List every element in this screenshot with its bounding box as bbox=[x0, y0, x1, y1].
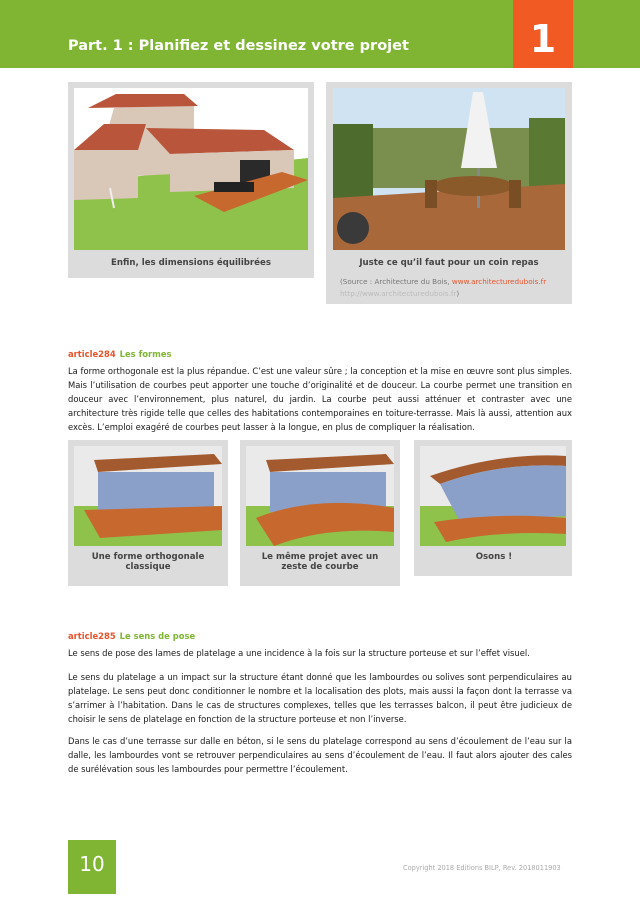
article-number: article284 bbox=[68, 349, 116, 359]
article-paragraph: Le sens de pose des lames de platelage a une incidence à la fois sur la structure porteuse et sur l’effet visuel. bbox=[68, 648, 530, 658]
orthogonal-deck-image bbox=[74, 446, 222, 546]
photo-caption: Une forme orthogonale classique bbox=[91, 552, 205, 572]
photo-card-dining bbox=[326, 82, 572, 304]
source-suffix: ) bbox=[456, 289, 460, 298]
header-title: Part. 1 : Planifiez et dessinez votre projet bbox=[68, 38, 409, 54]
photo-caption: Juste ce qu’il faut pour un coin repas bbox=[359, 258, 539, 268]
page-number: 10 bbox=[68, 840, 116, 894]
copyright-notice: Copyright 2018 Editions BILP, Rev. 2018011903 bbox=[403, 864, 561, 872]
source-link[interactable]: www.architecturedubois.fr bbox=[451, 277, 547, 286]
photo-caption: Le même projet avec un zeste de courbe bbox=[261, 552, 379, 572]
article-title: Les formes bbox=[119, 349, 172, 359]
photo-caption: Osons ! bbox=[475, 552, 513, 562]
article-paragraph: Dans le cas d’une terrasse sur dalle en béton, si le sens du platelage correspond au sens d’écoulement de l’eau sur la dalle, les lambourdes vont se retrouver perpendiculaires au sens d’écoulement de l’eau. Il faut alors ajouter des cales de surélévation sous les lambourdes pour permettre l’écoulement. bbox=[68, 736, 572, 774]
source-prefix: (Source : Architecture du Bois, bbox=[340, 277, 452, 286]
article-paragraph: Le sens du platelage a un impact sur la structure étant donné que les lambourdes ou solives sont perpendiculaires au platelage. Le sens peut donc conditionner le nombre et la localisation des plots, mais aussi la façon dont la terrasse va s’arrimer à l’habitation. Dans le cas de structures complexes, telles que les terrasses balcon, il peut être judicieux de choisir le sens de platelage en fonction de la structure porteuse et non l’inverse. bbox=[68, 672, 572, 724]
chapter-number-box: 1 bbox=[513, 0, 573, 68]
article-number: article285 bbox=[68, 631, 116, 641]
photo-source bbox=[340, 276, 566, 300]
article-heading bbox=[68, 631, 195, 641]
house-render-image bbox=[74, 88, 308, 250]
article-heading bbox=[68, 349, 172, 359]
curved-deck-image bbox=[246, 446, 394, 546]
bold-deck-image bbox=[420, 446, 566, 546]
article-paragraph: La forme orthogonale est la plus répandue. C’est une valeur sûre ; la conception et la mise en œuvre sont plus simples. Mais l’utilisation de courbes peut apporter une touche d’originalité et de douceur. La courbe permet une transition en douceur avec l’environnement, plus naturel, du jardin. La courbe peut aussi atténuer et contraster avec une architecture très rigide telle que celles des habitations contemporaines en toiture-terrasse. Mais là aussi, attention aux excès. L’emploi exagéré de courbes peut lasser à la longue, en plus de compliquer la réalisation. bbox=[68, 366, 572, 432]
photo-card-curved bbox=[240, 440, 400, 586]
photo-card-orthogonal bbox=[68, 440, 228, 586]
photo-card-house bbox=[68, 82, 314, 278]
dining-deck-image bbox=[333, 88, 565, 250]
article-title: Le sens de pose bbox=[119, 631, 196, 641]
source-url[interactable]: http://www.architecturedubois.fr bbox=[340, 289, 457, 298]
photo-caption: Enfin, les dimensions équilibrées bbox=[111, 258, 271, 268]
photo-card-bold bbox=[414, 440, 572, 576]
